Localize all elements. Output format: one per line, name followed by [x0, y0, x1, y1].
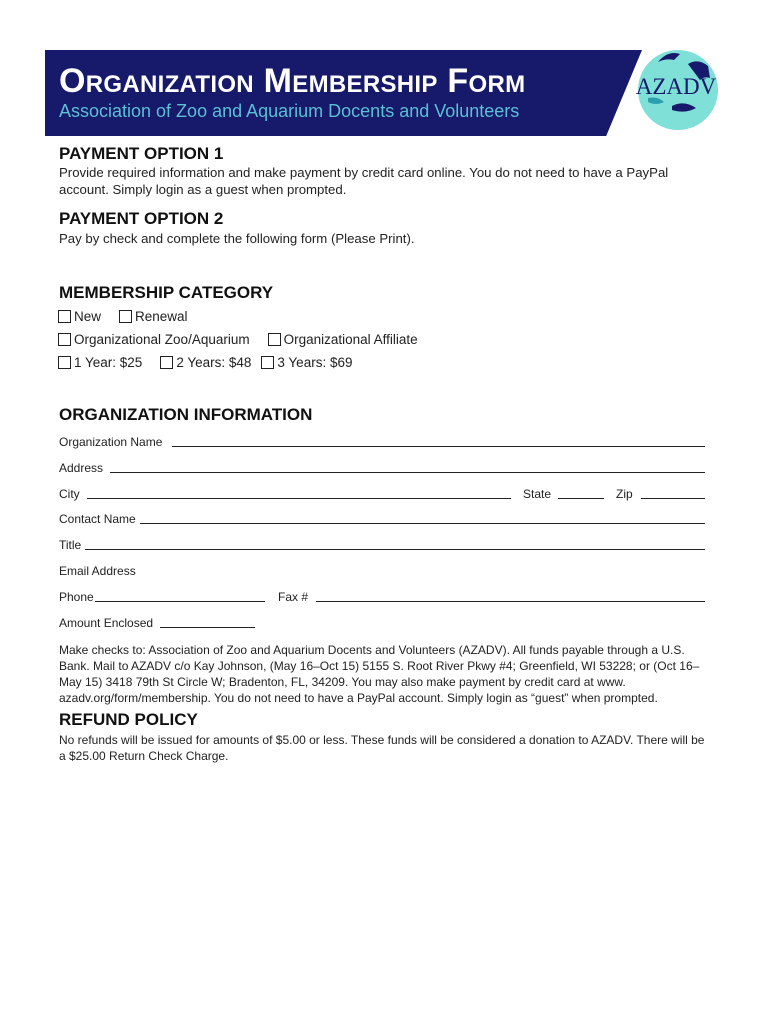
fax-field[interactable] [316, 601, 705, 602]
payment-option-2-heading: PAYMENT OPTION 2 [59, 209, 224, 228]
new-checkbox[interactable] [58, 310, 71, 323]
organization-info-heading: ORGANIZATION INFORMATION [59, 405, 313, 424]
payment-option-2-text: Pay by check and complete the following form (Please Print). [59, 231, 415, 246]
year-2-label: 2 Years: $48 [176, 355, 252, 370]
logo-text: AZADV [635, 74, 717, 99]
amount-enclosed-field[interactable] [160, 627, 255, 628]
organization-type-row [58, 332, 418, 347]
affiliate-label: Organizational Affiliate [283, 332, 418, 347]
payment-option-1-heading: PAYMENT OPTION 1 [59, 144, 224, 163]
org-name-field[interactable] [172, 446, 705, 447]
zip-label: Zip [616, 487, 633, 501]
membership-type-row [58, 309, 188, 324]
title-label: Title [59, 538, 82, 552]
city-field[interactable] [87, 498, 511, 499]
city-label: City [59, 487, 80, 501]
org-name-label: Organization Name [59, 435, 163, 449]
refund-policy-heading: REFUND POLICY [59, 710, 198, 729]
refund-policy-text: No refunds will be issued for amounts of $5.00 or less. These funds will be considered a donation to AZADV. There will be a $25.00 Return Check Charge. [59, 733, 705, 763]
title-field[interactable] [85, 549, 705, 550]
zip-field[interactable] [641, 498, 705, 499]
azadv-logo [628, 42, 720, 134]
address-field[interactable] [110, 472, 705, 473]
membership-category-heading: MEMBERSHIP CATEGORY [59, 283, 274, 302]
phone-field[interactable] [95, 601, 265, 602]
year-1-checkbox[interactable] [58, 356, 71, 369]
contact-name-field[interactable] [140, 523, 705, 524]
fax-label: Fax # [278, 590, 309, 604]
state-field[interactable] [558, 498, 604, 499]
phone-label: Phone [59, 590, 94, 604]
year-1-label: 1 Year: $25 [74, 355, 143, 370]
payment-option-1-text: Provide required information and make payment by credit card online. You do not need to have a PayPal account. Simply login as a guest when prompted. [59, 165, 669, 197]
amount-enclosed-label: Amount Enclosed [59, 616, 154, 630]
page-title: Organization Membership Form [59, 62, 526, 100]
payment-instructions: Make checks to: Association of Zoo and Aquarium Docents and Volunteers (AZADV). All funds payable through a U.S. Bank. Mail to AZADV c/o Kay Johnson, (May 16–Oct 15) 5155 S. Root River Pkwy #4; Greenfield, WI 53228; or (Oct 16–May 15) 3418 79th St Circle W; Bradenton, FL, 34209. You may also make payment by credit card at www. azadv.org/form/membership. You do not need to have a PayPal account. Simply login as “guest” when prompted. [59, 643, 700, 705]
year-2-checkbox[interactable] [160, 356, 173, 369]
page-subtitle: Association of Zoo and Aquarium Docents and Volunteers [59, 101, 520, 121]
renewal-label: Renewal [135, 309, 188, 324]
renewal-checkbox[interactable] [119, 310, 132, 323]
email-label: Email Address [59, 564, 136, 578]
term-row [58, 355, 352, 370]
zoo-aquarium-checkbox[interactable] [58, 333, 71, 346]
year-3-label: 3 Years: $69 [277, 355, 353, 370]
contact-name-label: Contact Name [59, 512, 136, 526]
state-label: State [523, 487, 552, 501]
zoo-aquarium-label: Organizational Zoo/Aquarium [74, 332, 250, 347]
year-3-checkbox[interactable] [261, 356, 274, 369]
new-label: New [74, 309, 102, 324]
address-label: Address [59, 461, 104, 475]
affiliate-checkbox[interactable] [268, 333, 281, 346]
